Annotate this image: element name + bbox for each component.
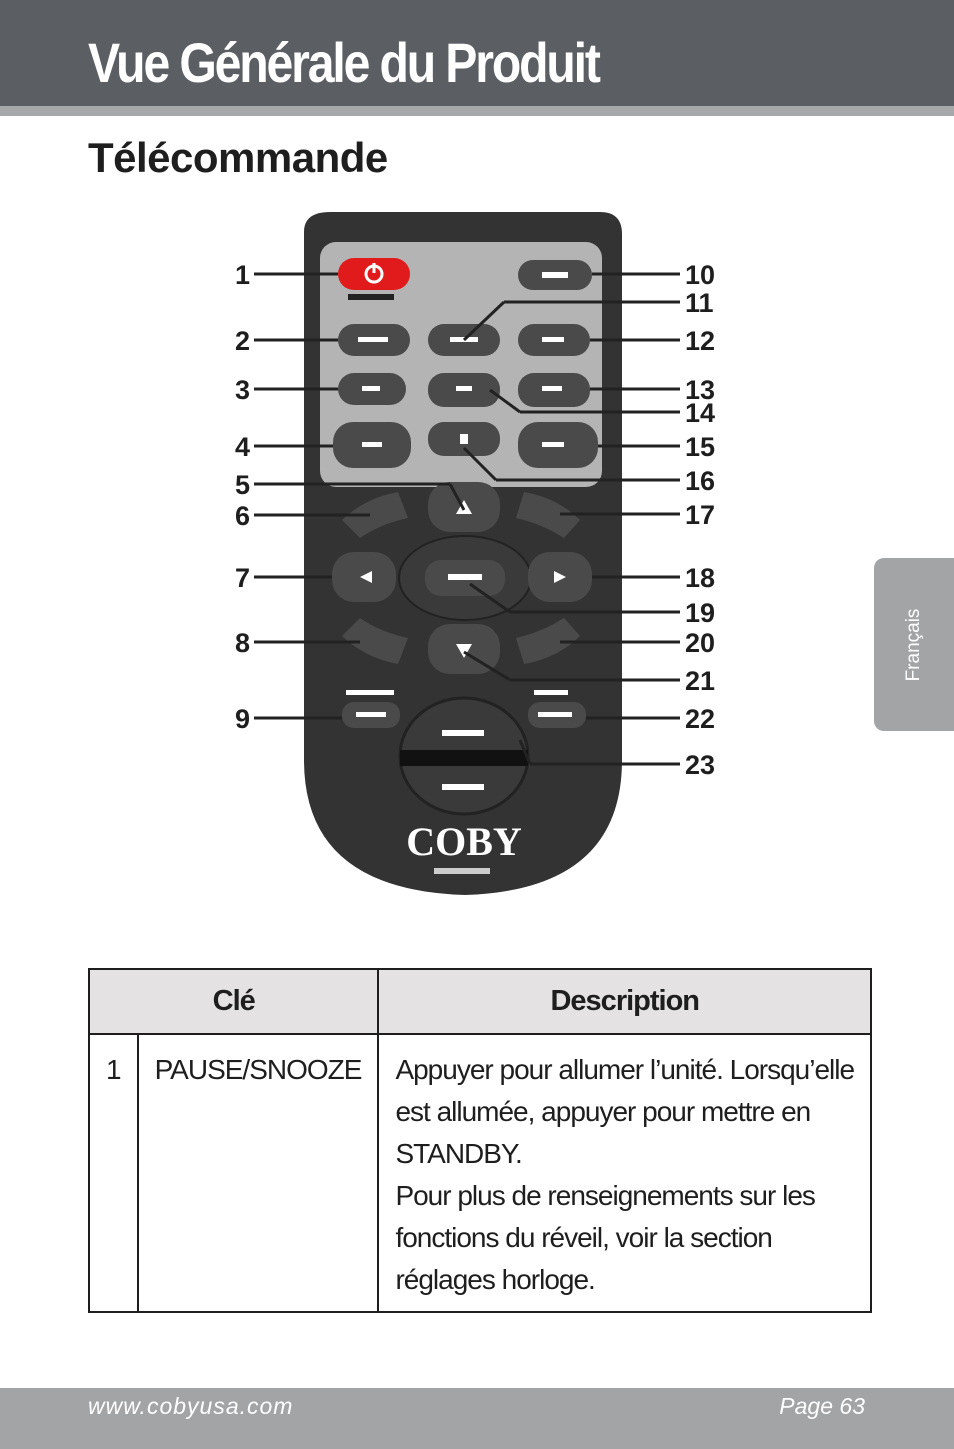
description-line: réglages horloge. [395,1264,595,1295]
callout-12: 12 [685,326,716,356]
row-description [378,1034,871,1312]
language-tab[interactable] [874,558,954,731]
callout-15: 15 [685,432,716,462]
callout-20: 20 [685,628,716,658]
row-number: 1 [89,1034,138,1312]
callout-5: 5 [235,470,251,500]
callout-3: 3 [235,375,251,405]
callout-2: 2 [235,326,251,356]
callout-7: 7 [235,563,251,593]
callout-19: 19 [685,598,716,628]
callout-17: 17 [685,500,716,530]
description-line: Pour plus de renseignements sur les [395,1180,815,1211]
row-key: PAUSE/SNOOZE [138,1034,379,1312]
key-description-table [88,968,872,1313]
callout-13: 13 [685,375,716,405]
callout-10: 10 [685,260,716,290]
callout-1: 1 [235,260,251,290]
page-number: Page 63 [779,1393,865,1419]
callout-14: 14 [685,398,716,428]
table-row [89,1034,871,1312]
remote-brand-logo: COBY [406,819,522,864]
callout-21: 21 [685,666,716,696]
callout-8: 8 [235,628,251,658]
page-title: Vue Générale du Produit [88,31,599,94]
language-tab-label: Français [903,608,924,681]
header-description: Description [378,969,871,1034]
callout-16: 16 [685,466,716,496]
section-title: Télécommande [88,134,388,181]
callout-6: 6 [235,501,251,531]
description-line: fonctions du réveil, voir la section [395,1222,772,1253]
description-line: STANDBY. [395,1138,522,1169]
callout-18: 18 [685,563,716,593]
callout-9: 9 [235,704,251,734]
footer-url-link[interactable]: www.cobyusa.com [88,1393,294,1419]
header-key: Clé [89,969,378,1034]
header-divider [0,106,954,116]
table-header-row [89,969,871,1034]
callout-4: 4 [235,432,251,462]
callout-11: 11 [685,288,714,318]
remote-control-illustration [220,200,740,910]
description-line: est allumée, appuyer pour mettre en [395,1096,811,1127]
description-line: Appuyer pour allumer l’unité. Lorsqu’elle [395,1054,855,1085]
callout-23: 23 [685,750,716,780]
callout-22: 22 [685,704,716,734]
